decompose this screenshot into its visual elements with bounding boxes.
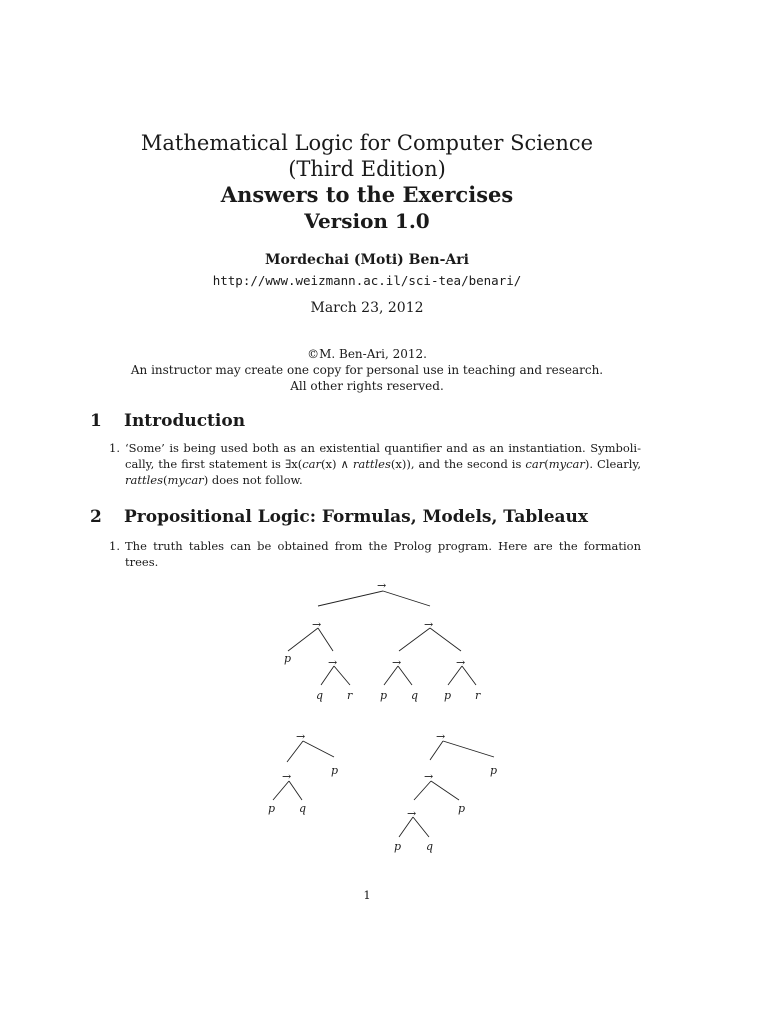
leaf-r: r bbox=[475, 689, 481, 702]
formation-tree-2 bbox=[268, 730, 338, 815]
implies-node: → bbox=[392, 656, 402, 669]
page-number: 1 bbox=[363, 888, 371, 902]
implies-node: → bbox=[377, 579, 387, 592]
section-title: Introduction bbox=[124, 411, 246, 431]
leaf-q: q bbox=[411, 689, 419, 702]
author-url[interactable]: http://www.weizmann.ac.il/sci-tea/benari/ bbox=[212, 273, 522, 288]
leaf-q: q bbox=[426, 840, 434, 853]
copyright-line-1: ©M. Ben-Ari, 2012. bbox=[307, 347, 427, 361]
implies-node: → bbox=[312, 618, 322, 631]
text-run: ‘Some’ is being used both as an existential quantifier and as an instantiation. Symboli-cally, the first statement is ∃x( bbox=[125, 441, 641, 471]
leaf-p: p bbox=[394, 840, 402, 853]
leaf-p: p bbox=[331, 764, 339, 777]
text-run: (x) ∧ bbox=[320, 457, 353, 471]
author-name: Mordechai (Moti) Ben-Ari bbox=[265, 252, 469, 268]
publication-date: March 23, 2012 bbox=[310, 300, 424, 316]
title-line-4: Version 1.0 bbox=[304, 209, 430, 233]
leaf-q: q bbox=[299, 802, 307, 815]
leaf-q: q bbox=[316, 689, 324, 702]
implies-node: → bbox=[282, 770, 292, 783]
text-run: (x)), and the second is bbox=[390, 457, 526, 471]
math-run: mycar bbox=[548, 457, 585, 471]
formation-tree-1 bbox=[284, 579, 481, 702]
math-run: car bbox=[525, 457, 545, 471]
text-run: ( bbox=[162, 473, 168, 487]
leaf-r: r bbox=[347, 689, 353, 702]
title-line-2: (Third Edition) bbox=[288, 157, 446, 181]
text-run: ) does not follow. bbox=[203, 473, 303, 487]
section-title: Propositional Logic: Formulas, Models, Tableaux bbox=[124, 507, 589, 527]
implies-node: → bbox=[436, 730, 446, 743]
leaf-p: p bbox=[284, 652, 292, 665]
list-item-label: 1. bbox=[109, 441, 120, 455]
implies-node: → bbox=[296, 730, 306, 743]
implies-node: → bbox=[424, 618, 434, 631]
section-number: 1 bbox=[90, 411, 102, 431]
text-run: ( bbox=[544, 457, 549, 471]
leaf-p: p bbox=[268, 802, 276, 815]
math-run: mycar bbox=[167, 473, 204, 487]
implies-node: → bbox=[424, 770, 434, 783]
title-line-1: Mathematical Logic for Computer Science bbox=[140, 131, 594, 155]
section-number: 2 bbox=[90, 507, 102, 527]
math-run: rattles bbox=[125, 473, 163, 487]
formation-tree-3 bbox=[394, 730, 497, 853]
leaf-p: p bbox=[458, 802, 466, 815]
list-item-label: 1. bbox=[109, 539, 120, 553]
implies-node: → bbox=[456, 656, 466, 669]
math-run: rattles bbox=[352, 457, 391, 471]
text-run: ). Clearly, bbox=[584, 457, 641, 471]
leaf-p: p bbox=[444, 689, 452, 702]
leaf-p: p bbox=[380, 689, 388, 702]
copyright-line-2: An instructor may create one copy for personal use in teaching and research. bbox=[130, 363, 604, 377]
implies-node: → bbox=[328, 656, 338, 669]
title-line-3: Answers to the Exercises bbox=[220, 182, 514, 207]
leaf-p: p bbox=[490, 764, 498, 777]
math-run: car bbox=[302, 457, 321, 471]
list-item-text: The truth tables can be obtained from the Prolog program. Here are the formation trees. bbox=[125, 539, 641, 569]
implies-node: → bbox=[407, 807, 417, 820]
copyright-line-3: All other rights reserved. bbox=[290, 379, 444, 393]
